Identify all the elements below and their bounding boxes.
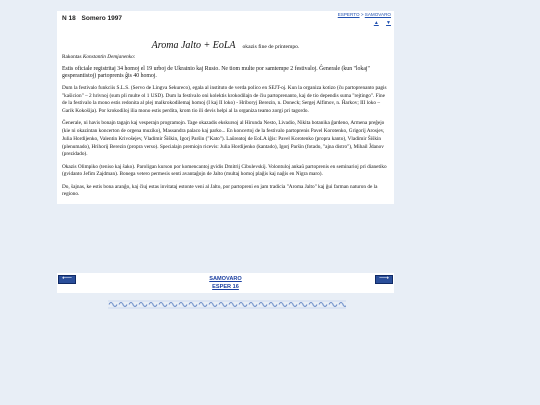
paragraph-5: Do, ŝajnas, ke estis bona aranĝo, kaj ĉiuj estas invitataj estonte veni al Jalto, por partopreni en jam tradicia "Aroma Jalto" kaj ĝui farman naturon de la regiono. [62, 183, 378, 198]
samovaro-nav-link[interactable]: SAMOVARO [209, 276, 242, 282]
esperto-link[interactable]: ESPERTO [337, 12, 360, 17]
paragraph-3: Ĝenerale, ni havis bonajn tagajn kaj vesperajn programojn. Tage okazadis ekskursoj al Hirunda Nesto, Livadio, Nikita botanika ĝardeno, Armena preĝejo (kie ni okazintan koncerton de orgena muziko), Massandra palaco kaj parko... En koncertoj de la festivalo partoprenis Pavel Korotenko, Grigorij Arosjev, Julia Hordijenko, Valentin Krivoŝejev, Vladimir Ŝiŝkin, Igorj Parŝin ("Kato"). Laŭreatoj de EoLA iĝis: Pavel Korotenko (propra kanto), Vladimir Ŝiŝkin (plenumado), Hrihorij Berezin (propra verso). Specialajn premiojn ricevis: Julia Hordijenko (kantado), Igorj Parŝin (fotado, "ajna distro"), Mihail Ĵdanov (prezidado). [62, 120, 385, 158]
article-title [57, 35, 394, 53]
issue-number: N 18 [62, 15, 76, 22]
top-links [338, 12, 391, 26]
author-line: Rakontas Konstantin Demjanenko: [62, 54, 136, 60]
esper-nav-link[interactable]: ESPER 16 [212, 284, 239, 290]
nav-links [57, 275, 394, 291]
paragraph-1: Estis oficiale registritaj 34 homoj el 19 urboj de Ukrainio kaj Rusio. Ne tiom multe por samtempe 2 festivaloj. Ĝenerale (kun "lokaj" gesperantistoj) partoprenis ĝis 40 homoj. [62, 66, 370, 80]
arrow-right-icon[interactable]: ⟶ [375, 275, 393, 284]
author-prefix: Rakontas [62, 54, 82, 60]
header-bar [57, 11, 394, 33]
paragraph-2: Dum la festivalo funkciis S.L.S. (Servo de Lingva Sekureco), egala al instituto de verda polico en SEJT-oj. Kun la organiza kotizo (ĉu partoprenanto pagis "kaŝicion" – 2 hrivnoj (sum pli multe ol 1 USD). Dum la festivalo oni kolektis krokodilajn de ĉiu partoprenanto, kaj de tio dependis suma "rejtingo". Fine de la festivalo la mono estis redonita al plej malkrokodilemaj homoj (I kaj II loko) - Hriboryj Berezin, n. Doneck; Sergej Alfimov, n. Ĥarkov; III loko – Garik Kokoŝija). Por krokodiloj ilia mono estis perdita, krom tio ili devis helpi al la organiza teamo zorgi pri tagordo. [62, 85, 387, 115]
article-page [57, 11, 394, 204]
title-subtitle: okazis fine de printempo. [242, 44, 300, 50]
arrow-down-icon[interactable]: ▼ [386, 20, 391, 26]
paragraph-4: Okazis Olimpiko (tenisо kaj ŝako). Paroligan kurson por komencantoj gvidis Dmitrij Cibulevskij. Volontuloj ankaŭ partoprenis en seminariој pri dianetiko (gvidanto Jefim Zajdman). Bonega vetero permesis senti avantaĝojn de Jalto (multaj homoj plaĝis kaj naĝis en Nigra maro). [62, 163, 387, 178]
author-name: Konstantin Demjanenko [82, 54, 134, 60]
decorative-border-icon [108, 300, 346, 309]
arrow-up-icon[interactable]: ▲ [373, 20, 379, 26]
samovaro-link[interactable]: SAMOVARO [364, 12, 391, 17]
bottom-navigation [57, 273, 394, 293]
title-main: Aroma Jalto + EoLA [151, 40, 236, 51]
issue-date: Somero 1997 [81, 15, 123, 22]
arrow-left-icon[interactable]: ⟵ [58, 275, 76, 284]
article-body [57, 54, 394, 199]
issue-info [62, 15, 122, 22]
breadcrumb-separator: > [360, 12, 364, 17]
